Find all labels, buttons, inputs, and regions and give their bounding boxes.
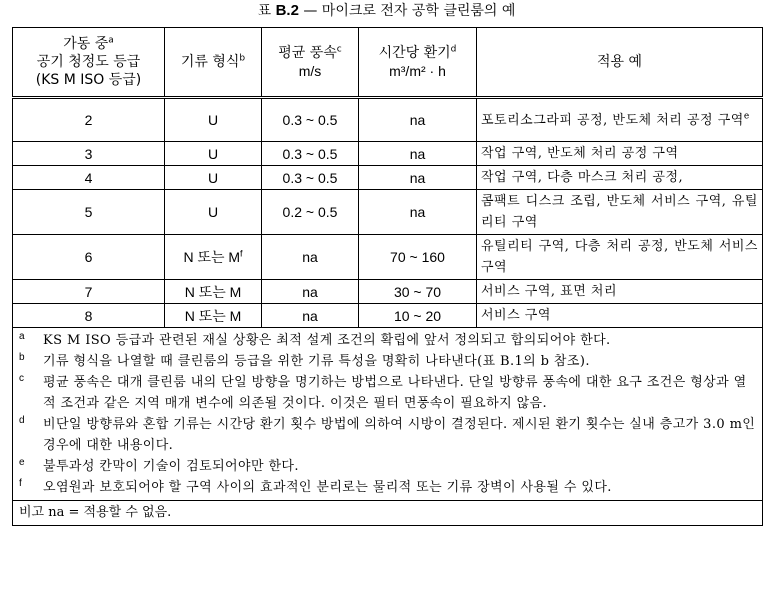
header-grade: 가동 중$^a$ 공기 청정도 등급 (KS M ISO 등급)	[13, 28, 165, 98]
cleanroom-table	[12, 27, 763, 526]
footnotes-row	[13, 328, 763, 501]
air-changes-cell: 30 ~ 70	[359, 280, 477, 304]
application-cell: 서비스 구역	[477, 304, 763, 328]
table-row	[13, 304, 763, 328]
airflow-cell: U	[165, 190, 262, 235]
grade-cell: 5	[13, 190, 165, 235]
grade-cell: 7	[13, 280, 165, 304]
application-cell: 서비스 구역, 표면 처리	[477, 280, 763, 304]
airflow-cell: U	[165, 166, 262, 190]
caption-number: B.2	[275, 2, 299, 19]
table-row	[13, 142, 763, 166]
table-row	[13, 98, 763, 142]
grade-cell: 8	[13, 304, 165, 328]
header-air-changes: 시간당 환기$^d$ m³/m² · h	[359, 28, 477, 98]
table-row	[13, 280, 763, 304]
grade-cell: 6	[13, 235, 165, 280]
remark: 비고 na = 적용할 수 없음.	[13, 501, 763, 526]
application-cell: 포토리소그라피 공정, 반도체 처리 공정 구역$^e$	[477, 98, 763, 142]
velocity-cell: 0.3 ~ 0.5	[262, 166, 359, 190]
table-caption	[0, 2, 773, 20]
airflow-cell: U	[165, 142, 262, 166]
footnotes-cell	[13, 328, 763, 501]
footnote: a KS M ISO 등급과 관련된 재실 상황은 최적 설계 조건의 확립에 앞서 정의되고 합의되어야 한다.	[19, 331, 611, 348]
velocity-cell: na	[262, 304, 359, 328]
footnote: e 불투과성 칸막이 기술이 검토되어야만 한다.	[19, 457, 299, 474]
application-cell: 유틸리티 구역, 다층 처리 공정, 반도체 서비스 구역	[477, 235, 763, 280]
velocity-cell: 0.2 ~ 0.5	[262, 190, 359, 235]
table-row	[13, 235, 763, 280]
footnote: c 평균 풍속은 대개 클린룸 내의 단일 방향을 명기하는 방법으로 나타낸다. 단일 방향류 풍속에 대한 요구 조건은 형상과 열적 조건과 같은 지역 매개 변수에 의존될 것이다. 이것은 필터 면풍속이 필요하지 않음.	[19, 373, 747, 411]
table-row	[13, 166, 763, 190]
air-changes-cell: na	[359, 190, 477, 235]
caption-title: — 마이크로 전자 공학 클린룸의 예	[303, 3, 516, 19]
air-changes-cell: 10 ~ 20	[359, 304, 477, 328]
velocity-cell: 0.3 ~ 0.5	[262, 98, 359, 142]
airflow-cell: U	[165, 98, 262, 142]
grade-cell: 2	[13, 98, 165, 142]
velocity-cell: na	[262, 235, 359, 280]
air-changes-cell: na	[359, 142, 477, 166]
airflow-cell: N 또는 M	[165, 304, 262, 328]
header-airflow: 기류 형식$^b$	[165, 28, 262, 98]
grade-cell: 3	[13, 142, 165, 166]
airflow-cell: N 또는 M	[165, 280, 262, 304]
footnote: d 비단일 방향류와 혼합 기류는 시간당 환기 횟수 방법에 의하여 시방이 결정된다. 제시된 환기 횟수는 실내 층고가 3.0 m인 경우에 대한 내용이다.	[19, 415, 756, 453]
air-changes-cell: na	[359, 98, 477, 142]
application-cell: 콤팩트 디스크 조립, 반도체 서비스 구역, 유틸리티 구역	[477, 190, 763, 235]
grade-cell: 4	[13, 166, 165, 190]
remark-row	[13, 501, 763, 526]
table-row	[13, 190, 763, 235]
header-velocity: 평균 풍속$^c$ m/s	[262, 28, 359, 98]
application-cell: 작업 구역, 반도체 처리 공정 구역	[477, 142, 763, 166]
velocity-cell: na	[262, 280, 359, 304]
air-changes-cell: 70 ~ 160	[359, 235, 477, 280]
footnote: f 오염원과 보호되어야 할 구역 사이의 효과적인 분리로는 물리적 또는 기류 장벽이 사용될 수 있다.	[19, 478, 612, 495]
application-cell: 작업 구역, 다층 마스크 처리 공정,	[477, 166, 763, 190]
header-application: 적용 예	[477, 28, 763, 98]
caption-prefix: 표	[257, 3, 272, 19]
airflow-cell: N 또는 $M^f$	[165, 235, 262, 280]
footnote: b 기류 형식을 나열할 때 클린룸의 등급을 위한 기류 특성을 명확히 나타낸다(표 B.1의 b 참조).	[19, 352, 590, 369]
header-row	[13, 28, 763, 98]
air-changes-cell: na	[359, 166, 477, 190]
velocity-cell: 0.3 ~ 0.5	[262, 142, 359, 166]
